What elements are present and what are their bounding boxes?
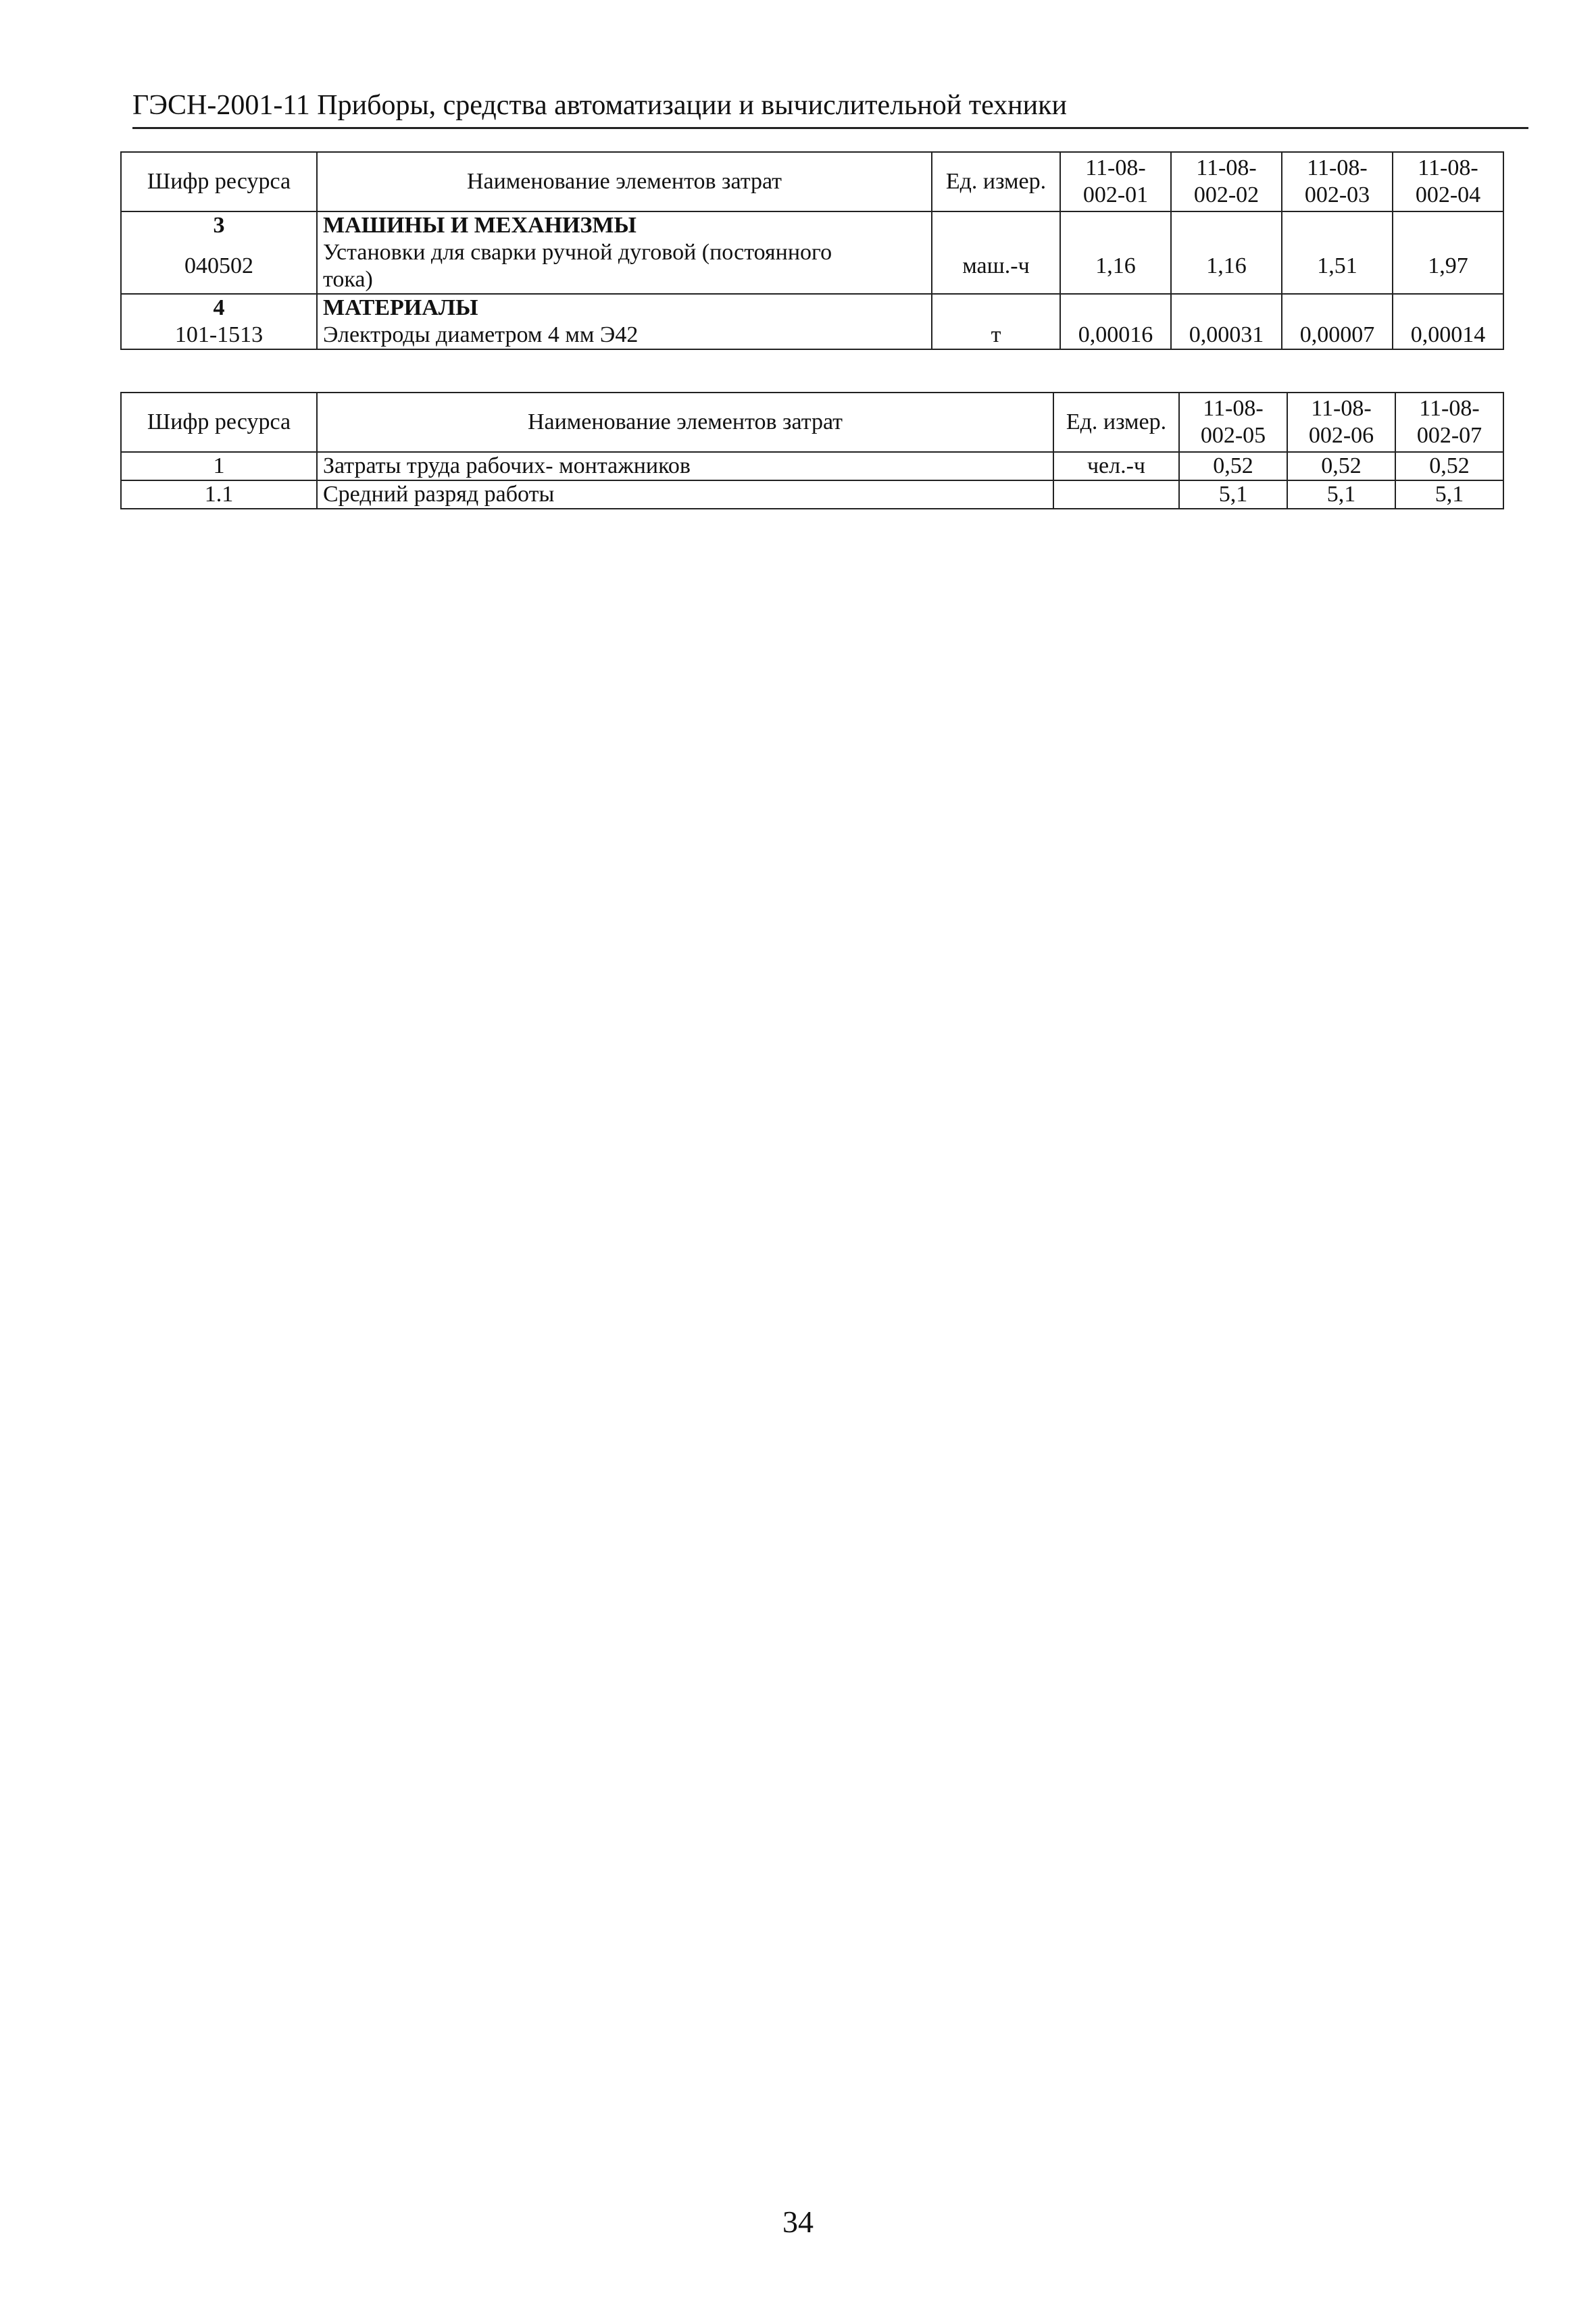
table-row [121, 322, 1503, 349]
resource-code: 040502 [121, 239, 317, 294]
header-code: Шифр ресурса [121, 152, 317, 211]
table-header-row [121, 393, 1503, 452]
empty-cell [932, 294, 1060, 322]
empty-cell [1060, 211, 1171, 239]
empty-cell [932, 211, 1060, 239]
resource-name-line: Установки для сварки ручной дуговой (постоянного [323, 240, 832, 265]
header-name: Наименование элементов затрат [317, 152, 932, 211]
resource-unit [1053, 480, 1179, 509]
resource-value: 0,00031 [1171, 322, 1282, 349]
resource-value: 5,1 [1179, 480, 1287, 509]
header-name: Наименование элементов затрат [317, 393, 1053, 452]
header-col [1179, 393, 1287, 452]
header-code: Шифр ресурса [121, 393, 317, 452]
resource-value: 1,16 [1171, 239, 1282, 294]
empty-cell [1393, 211, 1503, 239]
header-col-line: 002-06 [1308, 423, 1374, 448]
header-col-line: 11-08- [1311, 396, 1372, 421]
resource-value: 1,51 [1282, 239, 1393, 294]
header-col-line: 11-08- [1419, 396, 1480, 421]
resource-value: 1,16 [1060, 239, 1171, 294]
empty-cell [1393, 294, 1503, 322]
resource-code: 1 [121, 452, 317, 480]
page-header [132, 86, 1528, 129]
header-col-line: 002-02 [1193, 182, 1260, 207]
resource-value: 0,00007 [1282, 322, 1393, 349]
resource-value: 0,00016 [1060, 322, 1171, 349]
section-number: 4 [121, 294, 317, 322]
resource-unit: чел.-ч [1053, 452, 1179, 480]
resource-name [317, 239, 932, 294]
resource-code: 1.1 [121, 480, 317, 509]
empty-cell [1171, 294, 1282, 322]
table-row [121, 452, 1503, 480]
resource-value: 5,1 [1395, 480, 1503, 509]
header-col-line: 11-08- [1085, 155, 1146, 180]
header-col [1287, 393, 1395, 452]
resource-name: Электроды диаметром 4 мм Э42 [317, 322, 932, 349]
header-col-line: 002-04 [1415, 182, 1481, 207]
resource-name-line: тока) [323, 267, 373, 292]
header-col [1060, 152, 1171, 211]
page-number: 34 [782, 2205, 814, 2239]
table-header-row [121, 152, 1503, 211]
section-title: МАТЕРИАЛЫ [317, 294, 932, 322]
header-col [1393, 152, 1503, 211]
header-col-line: 11-08- [1418, 155, 1478, 180]
empty-cell [1060, 294, 1171, 322]
resource-value: 1,97 [1393, 239, 1503, 294]
empty-cell [1171, 211, 1282, 239]
resource-table-1 [120, 151, 1504, 350]
resource-unit: т [932, 322, 1060, 349]
resource-value: 0,52 [1395, 452, 1503, 480]
resource-unit: маш.-ч [932, 239, 1060, 294]
header-title: ГЭСН-2001-11 Приборы, средства автоматизации и вычислительной техники [132, 90, 1067, 121]
table-row [121, 239, 1503, 294]
header-col-line: 11-08- [1307, 155, 1368, 180]
header-col-line: 002-03 [1304, 182, 1370, 207]
header-unit: Ед. измер. [932, 152, 1060, 211]
header-col-line: 002-05 [1200, 423, 1266, 448]
resource-value: 0,52 [1179, 452, 1287, 480]
resource-code: 101-1513 [121, 322, 317, 349]
section-title: МАШИНЫ И МЕХАНИЗМЫ [317, 211, 932, 239]
section-row [121, 211, 1503, 239]
header-unit: Ед. измер. [1053, 393, 1179, 452]
resource-value: 5,1 [1287, 480, 1395, 509]
empty-cell [1282, 211, 1393, 239]
resource-value: 0,52 [1287, 452, 1395, 480]
empty-cell [1282, 294, 1393, 322]
header-col [1282, 152, 1393, 211]
header-col-line: 002-01 [1082, 182, 1149, 207]
header-col-line: 002-07 [1416, 423, 1482, 448]
header-col-line: 11-08- [1196, 155, 1257, 180]
header-col [1395, 393, 1503, 452]
resource-value: 0,00014 [1393, 322, 1503, 349]
section-number: 3 [121, 211, 317, 239]
header-col-line: 11-08- [1203, 396, 1264, 421]
resource-name: Затраты труда рабочих- монтажников [317, 452, 1053, 480]
header-col [1171, 152, 1282, 211]
resource-name: Средний разряд работы [317, 480, 1053, 509]
table-row [121, 480, 1503, 509]
resource-table-2 [120, 392, 1504, 509]
section-row [121, 294, 1503, 322]
